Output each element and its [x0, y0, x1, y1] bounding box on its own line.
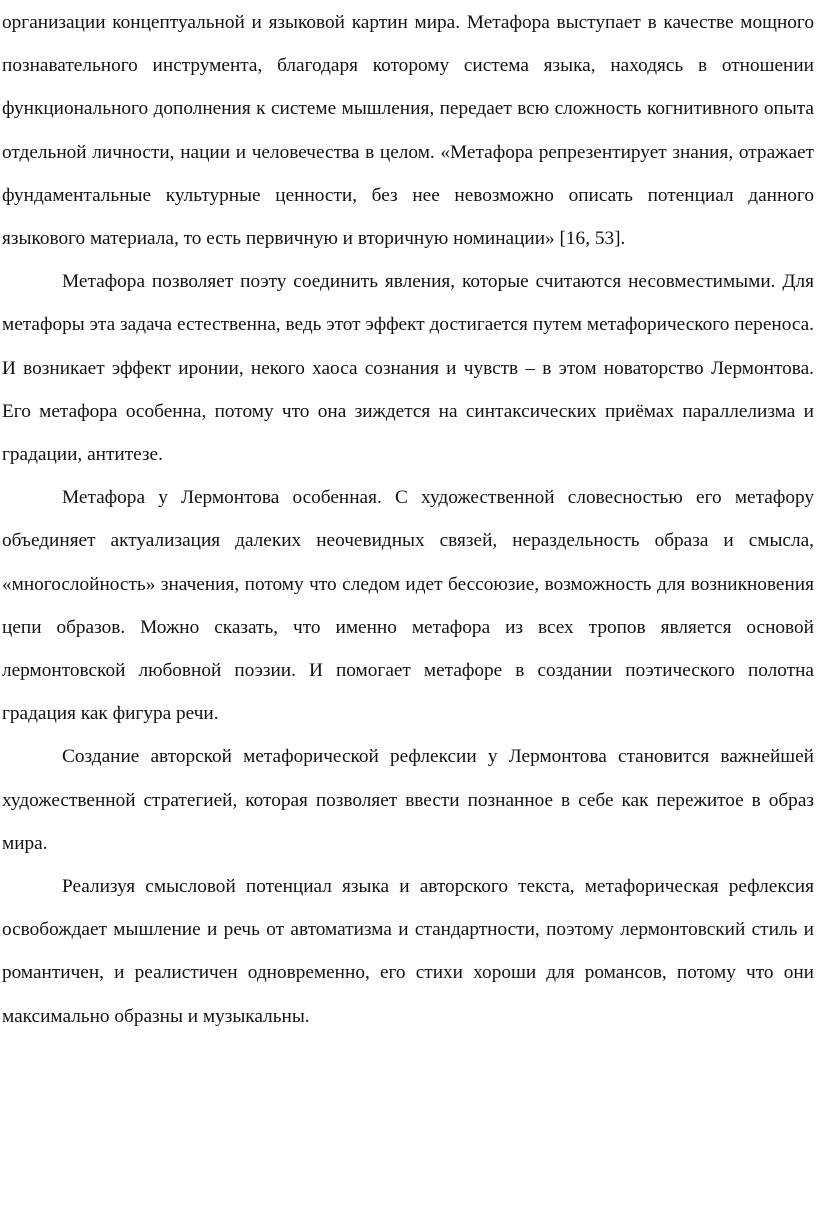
paragraph-author-reflection: Создание авторской метафорической рефлексии у Лермонтова становится важнейшей художественной стратегией, которая позволяет ввести познанное в себе как пережитое в образ мира.: [2, 746, 814, 854]
paragraph-semantic-potential: Реализуя смысловой потенциал языка и авторского текста, метафорическая рефлексия освобождает мышление и речь от автоматизма и стандартности, поэтому лермонтовский стиль и романтичен, и реалистичен одновременно, его стихи хороши для романсов, потому что они максимально образны и музыкальны.: [2, 876, 814, 1027]
paragraph-continuation: организации концептуальной и языковой картин мира. Метафора выступает в качестве мощного познавательного инструмента, благодаря которому система языка, находясь в отношении функционального дополнения к системе мышления, передает всю сложность когнитивного опыта отдельной личности, нации и человечества в целом. «Метафора репрезентирует знания, отражает фундаментальные культурные ценности, без нее невозможно описать потенциал данного языкового материала, то есть первичную и вторичную номинации» [16, 53].: [2, 12, 814, 250]
paragraph-metaphor-poet: Метафора позволяет поэту соединить явления, которые считаются несовместимыми. Для метафоры эта задача естественна, ведь этот эффект достигается путем метафорического переноса. И возникает эффект иронии, некого хаоса сознания и чувств – в этом новаторство Лермонтова. Его метафора особенна, потому что она зиждется на синтаксических приёмах параллелизма и градации, антитезе.: [2, 271, 814, 466]
paragraph-lermontov-metaphor: Метафора у Лермонтова особенная. С художественной словесностью его метафору объединяет актуализация далеких неочевидных связей, нераздельность образа и смысла, «многослойность» значения, потому что следом идет бессоюзие, возможность для возникновения цепи образов. Можно сказать, что именно метафора из всех тропов является основой лермонтовской любовной поэзии. И помогает метафоре в создании поэтического полотна градация как фигура речи.: [2, 487, 814, 725]
